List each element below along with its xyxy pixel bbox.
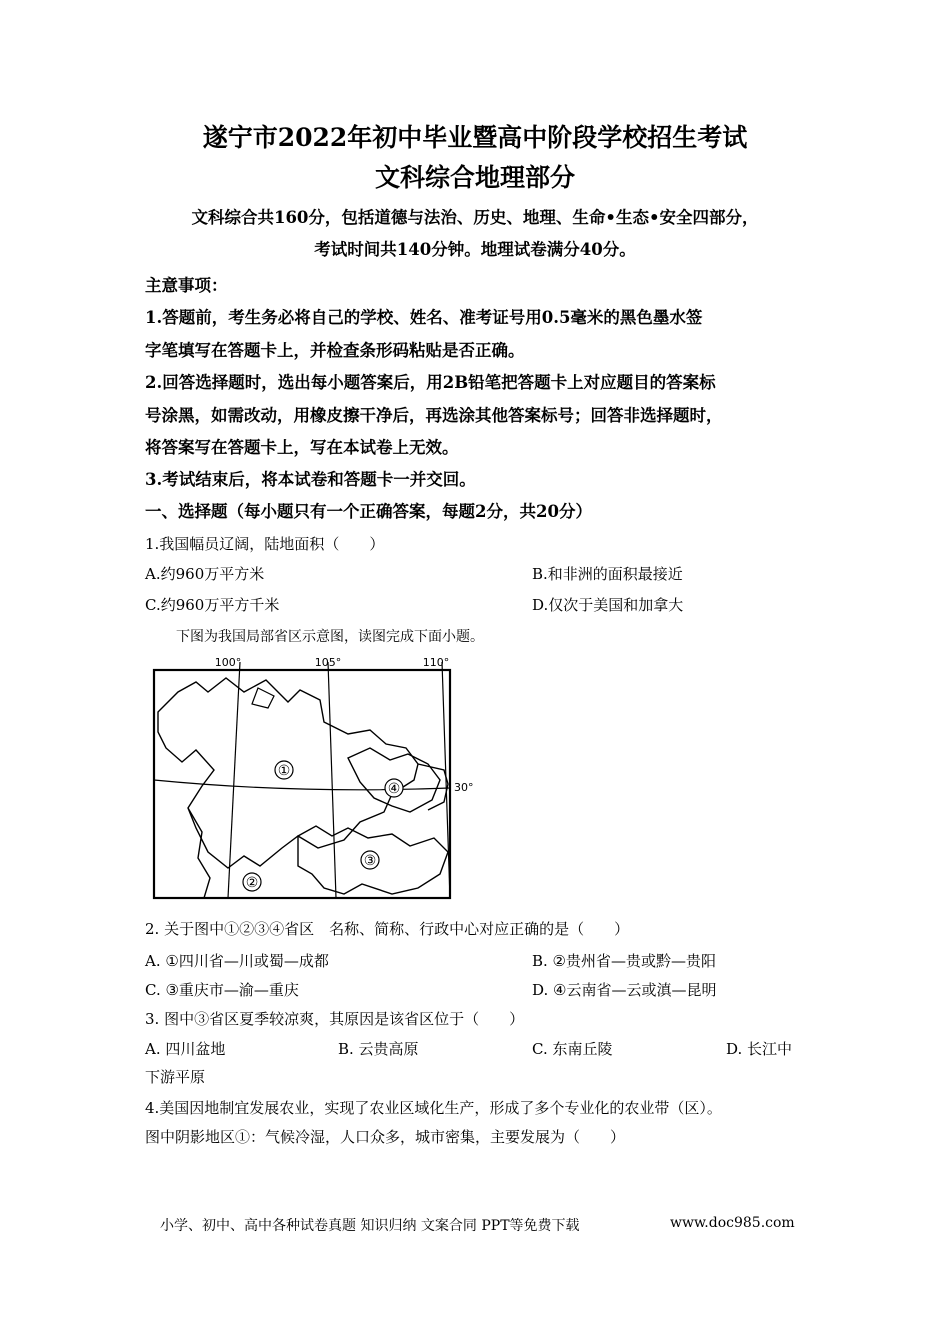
page-title: 遂宁市2022年初中毕业暨高中阶段学校招生考试 bbox=[202, 123, 748, 152]
region-label-3: ③ bbox=[363, 853, 377, 869]
footer-text: 小学、初中、高中各种试卷真题 知识归纳 文案合同 PPT等免费下载 bbox=[160, 1218, 580, 1234]
province-map bbox=[148, 652, 478, 904]
notes-line: 3.考试结束后，将本试卷和答题卡一并交回。 bbox=[145, 470, 476, 489]
notes-line: 1.答题前，考生务必将自己的学校、姓名、准考证号用0.5毫米的黑色墨水签 bbox=[145, 308, 703, 327]
region-label-1: ① bbox=[277, 763, 291, 779]
question-1-option-a: A.约960万平方米 bbox=[145, 565, 265, 583]
question-3-option-c: C. 东南丘陵 bbox=[532, 1040, 613, 1058]
lon-label-110: 110° bbox=[422, 656, 450, 669]
notes-line: 字笔填写在答题卡上，并检查条形码粘贴是否正确。 bbox=[145, 341, 525, 360]
lon-label-105: 105° bbox=[314, 656, 342, 669]
footer-url[interactable]: www.doc985.com bbox=[670, 1215, 795, 1231]
question-3-stem: 3. 图中③省区夏季较凉爽，其原因是该省区位于（ ） bbox=[145, 1010, 525, 1028]
question-1-option-c: C.约960万平方千米 bbox=[145, 596, 280, 614]
question-1-option-b: B.和非洲的面积最接近 bbox=[532, 565, 683, 583]
region-label-2: ② bbox=[245, 875, 259, 891]
notes-line: 将答案写在答题卡上，写在本试卷上无效。 bbox=[145, 438, 459, 457]
map-intro: 下图为我国局部省区示意图，读图完成下面小题。 bbox=[176, 629, 484, 645]
question-2-option-a: A. ①四川省—川或蜀—成都 bbox=[145, 952, 329, 970]
question-2-option-b: B. ②贵州省—贵或黔—贵阳 bbox=[532, 952, 717, 970]
notes-heading: 主意事项： bbox=[145, 276, 228, 295]
province-boundary-2 bbox=[188, 808, 210, 898]
notes-line: 号涂黑，如需改动，用橡皮擦干净后，再选涂其他答案标号；回答非选择题时， bbox=[145, 406, 723, 425]
question-3-option-b: B. 云贵高原 bbox=[338, 1040, 419, 1058]
page-subtitle: 文科综合地理部分 bbox=[374, 163, 575, 192]
section-heading: 一、选择题（每小题只有一个正确答案，每题2分，共20分） bbox=[145, 502, 592, 521]
question-4-line-1: 4.美国因地制宜发展农业，实现了农业区域化生产，形成了多个专业化的农业带（区）。 bbox=[145, 1099, 722, 1117]
question-2-option-d: D. ④云南省—云或滇—昆明 bbox=[532, 981, 717, 999]
meridian-105 bbox=[328, 662, 336, 898]
question-4-line-2: 图中阴影地区①：气候冷湿，人口众多，城市密集，主要发展为（ ） bbox=[145, 1128, 626, 1146]
question-3-option-d: D. 长江中 bbox=[726, 1040, 793, 1058]
meridian-110 bbox=[442, 662, 450, 898]
province-boundary-6 bbox=[252, 688, 274, 708]
question-2-stem: 2. 关于图中①②③④省区 名称、简称、行政中心对应正确的是（ ） bbox=[145, 920, 630, 938]
lon-label-100: 100° bbox=[214, 656, 242, 669]
question-3-option-a: A. 四川盆地 bbox=[145, 1040, 226, 1058]
meridian-100 bbox=[228, 662, 240, 898]
intro-line-1: 文科综合共160分，包括道德与法治、历史、地理、生命•生态•安全四部分， bbox=[191, 208, 759, 227]
notes-line: 2.回答选择题时，选出每小题答案后，用2B铅笔把答题卡上对应题目的答案标 bbox=[145, 373, 716, 392]
question-1-stem: 1.我国幅员辽阔，陆地面积（ ） bbox=[145, 535, 385, 553]
question-1-option-d: D.仅次于美国和加拿大 bbox=[532, 596, 684, 614]
lat-label-30: 30° bbox=[454, 781, 474, 794]
intro-line-2: 考试时间共140分钟。地理试卷满分40分。 bbox=[314, 240, 636, 259]
question-3-option-d-continued: 下游平原 bbox=[145, 1068, 206, 1086]
question-2-option-c: C. ③重庆市—渝—重庆 bbox=[145, 981, 299, 999]
region-label-4: ④ bbox=[387, 781, 401, 797]
